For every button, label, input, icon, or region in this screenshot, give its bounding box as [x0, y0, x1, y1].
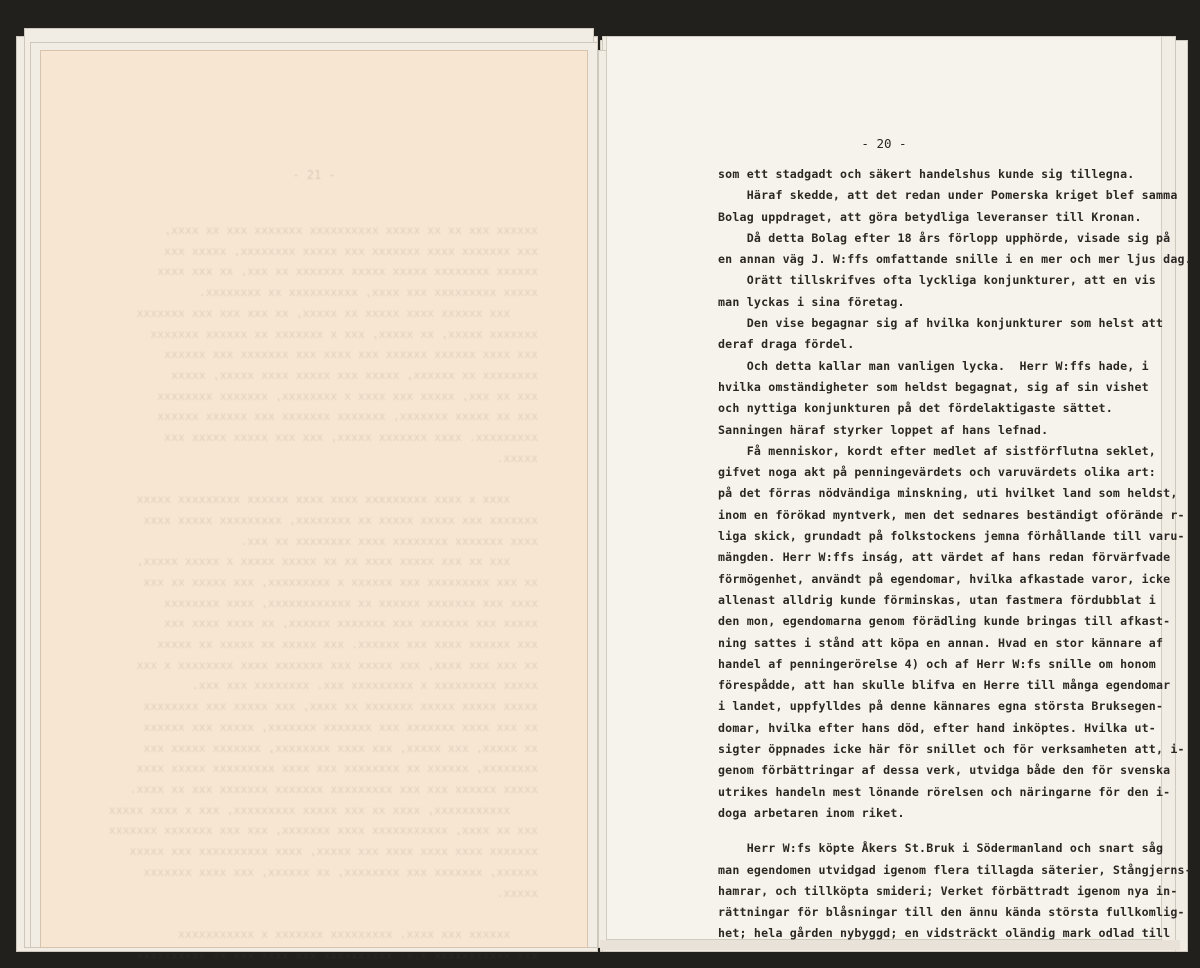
- text-line: den mon, egendomarna genom förädling kunde bringas till afkast-: [718, 614, 1171, 629]
- text-line: Och detta kallar man vanligen lycka. Herr W:ffs hade, i: [718, 358, 1149, 373]
- text-line: allenast alldrig kunde förminskas, utan fastmera fördubblat i: [718, 592, 1156, 607]
- page-stack-bottom-edge: [600, 940, 1180, 950]
- text-line: hvilka omständigheter som heldst begagnat, sig af sin vishet: [718, 379, 1149, 394]
- text-line: Den vise begagnar sig af hvilka konjunkturer som helst att: [718, 316, 1164, 331]
- text-line: handel af penningerörelse 4) och af Herr W:fs snille om honom: [718, 656, 1156, 671]
- text-line: rättningar för blåsningar till den ännu kända största fullkomlig-: [718, 905, 1185, 920]
- text-line: förmögenhet, användt på egendomar, hvilka afkastade varor, icke: [718, 571, 1171, 586]
- text-line: Sanningen häraf styrker loppet af hans lefnad.: [718, 422, 1049, 437]
- text-line: mängden. Herr W:ffs inság, att värdet af hans redan förvärfvade: [718, 550, 1171, 565]
- text-line: en annan väg J. W:ffs omfattande snille i en mer och mer ljus dag.: [718, 252, 1192, 267]
- left-bleed-through-text: xxxxxx xxx xx xx xxxxx xxxxxxxxxx xxxxxxx xxx xx xxxx, xxx xxxxxxx xxxx xxxxxxx xxx xxxxx xxxxxxxx, xxxxx xxx xxxxxx xxxxxxxx xxxxx xxxxx xxxxxxx xx xxx, xx xxx xxxx xxxxx xxxxxxxxx xxx xxxx, xxxxxxxxxx xx xxxxxxxx. xxx xxxxxx xxxx xxxxx xx xxxxx, xx xxx xxx xxx xxxxxxx xxxxxxx xxxxx, xx xxxxx, xxx x xxxxxxx xx xxxxxx xxxxxxx xxx xxxx xxxxxx xxxxxx xxx xxxx xxx xxxxxxx xxx xxxxxx xxxxxxxx xx xxxxxx, xxxxx xxx xxxxx xxxx xxxxx, xxxxx xxx xx xxx, xxxxx xxx xxxx x xxxxxxxx, xxxxxxx xxxxxxxx xxx xx xxxxx xxxxxxx, xxxxxxx xxxxxxx xxx xxxxxx xxxxxx xxxxxxxxx. xxxx xxxxxxx xxxxx, xxx xxx xxxxx xxxxx xxx xxxxx. xxxx x xxxx xxxxxxxxx xxxx xxxx xxxxxx xxxxxxxxx xxxxx xxxxxxx xxx xxxxx xxxxx xx xxxxxxxx, xxxxxxxxx xxxxx xxxx xxxx xxxxxxx xxxxxxxx xxxx xxxxxxxx xx xxx. xxx xx xxx xxxxx xxxx xx xx xxxxx xxxxx x xxxxx xxxxx, xx xxx xxxxxxxxx xxx xxxxxx x xxxxxxxxx, xxx xxxxx xx xxx xxxx xxx xxxxxxx xxxxxx xx xxxxxxxxxxxx, xxxx xxxxxxxx xxxxx xxx xxxxxxx xxx xxxxxxx xxxxxx, xx xxxx xxxx xxx xxx xxxxxx xxxx xxx xxxxxx. xxx xxxxx xx xxxxx xx xxxxx xx xxx xxx xxxx, xxx xxxxx xxx xxxxxxx xxxx xxxxxxxx x xxx xxxxx xxxxxxxxx x xxxxxxxxx xxx. xxxxxxxx xxx xxx. xxxxx xxxxx xxxxx xxxxxxx xx xxxx, xxx xxxxx xxx xxxxxxxx xx xxx xxxx xxxxxxx xxx xxxxxxx xxxxxxx, xxxxx xxx xxxxxx xx xxxxx, xxx xxxxx, xxx xxxx xxxxxxxx, xxxxxxx xxxxx xxx xxxxxxxx, xxxxxx xx xxxxxxxx xxx xxxx xxxxxxxxx xxxxx xxxx xxxxx xxxxxx xxx xxx xxxxxxxxx xxxxxxx xxxxxxx xxx xx xxxx. xxxxxxxxxxx, xxxx xx xxx xxxxx xxxxxxxxx, xxx x xxxx xxxxx xxx xx xxxx, xxxxxxxxxxx xxxx xxxxxxx, xxx xxx xxxxxxx xxxxxxx xxxxxxx xxxx xxxx xxxx xxx xxxxx, xxxx xxxxxxxxxx xxx xxxxx xxxxxx, xxxxxxx xxx xxxxxxxx, xx xxxxxx, xxx xxxx xxxxxxx xxxxx. xxxxxx xxx xxxx. xxxxxxxxx xxxxxxx x xxxxxxxxxxx xxx xxxxxxxxxxx x.x. xxxxxxxxxx xxx xxxx xxx xx xxxxxxxxxx.: [108, 223, 538, 962]
- typewritten-text: [718, 164, 1192, 945]
- text-line: Häraf skedde, att det redan under Pomerska kriget blef samma: [718, 188, 1178, 203]
- text-line: som ett stadgadt och säkert handelshus kunde sig tillegna.: [718, 167, 1135, 181]
- text-line: och nyttiga konjunkturen på det fördelaktigaste sättet.: [718, 401, 1113, 416]
- text-line: utrikes handeln mest lönande rörelsen och näringarne för den i-: [718, 784, 1171, 799]
- text-line: doga arbetaren inom riket.: [718, 805, 905, 820]
- text-line: man egendomen utvidgad igenom flera tillagda säterier, Stångjerns-: [718, 862, 1192, 877]
- text-line: deraf draga fördel.: [718, 337, 855, 352]
- text-line: Herr W:fs köpte Åkers St.Bruk i Södermanland och snart såg: [718, 841, 1164, 856]
- left-ghost-page-number: - 21 -: [292, 168, 336, 182]
- text-line: domar, hvilka efter hans död, efter hand inköptes. Hvilka ut-: [718, 720, 1156, 735]
- text-line: på det förras nödvändiga minskning, uti hvilket land som heldst,: [718, 486, 1178, 501]
- text-line: Få menniskor, kordt efter medlet af sistförflutna seklet,: [718, 443, 1156, 458]
- right-page: [606, 36, 1192, 941]
- left-page-reverse: [40, 50, 588, 962]
- text-line: man lyckas i sina företag.: [718, 294, 905, 309]
- text-line: genom förbättringar af dessa verk, utvidga både den för svenska: [718, 763, 1171, 778]
- text-line: sigter öppnades icke här för snillet och för verksamheten att, i-: [718, 742, 1185, 757]
- text-line: Då detta Bolag efter 18 års förlopp upphörde, visade sig på: [718, 230, 1171, 245]
- text-line: ning sattes i stånd att köpa en annan. Hvad en stor kännare af: [718, 635, 1164, 650]
- text-line: Bolag uppdraget, att göra betydliga leveranser till Kronan.: [718, 209, 1142, 224]
- text-line: het; hela gården nybyggd; en vidsträckt oländig mark odlad till: [718, 926, 1171, 941]
- page-number: - 20 -: [861, 136, 907, 151]
- text-line: hamrar, och tillköpta smideri; Verket förbättradt igenom nya in-: [718, 883, 1178, 898]
- paragraph-gap: [718, 824, 1148, 838]
- text-line: inom en förökad myntverk, men det sednares beständigt oförände r-: [718, 507, 1185, 522]
- text-line: gifvet noga akt på penningevärdets och varuvärdets olika art:: [718, 465, 1156, 480]
- text-line: Orätt tillskrifves ofta lyckliga konjunkturer, att en vis: [718, 273, 1156, 288]
- text-line: liga skick, grundadt på folkstockens jemna förhållande till varu-: [718, 529, 1185, 544]
- text-line: i landet, uppfylldes på denne kännares egna största Bruksegen-: [718, 699, 1164, 714]
- text-line: förespådde, att han skulle blifva en Herre till många egendomar: [718, 678, 1171, 693]
